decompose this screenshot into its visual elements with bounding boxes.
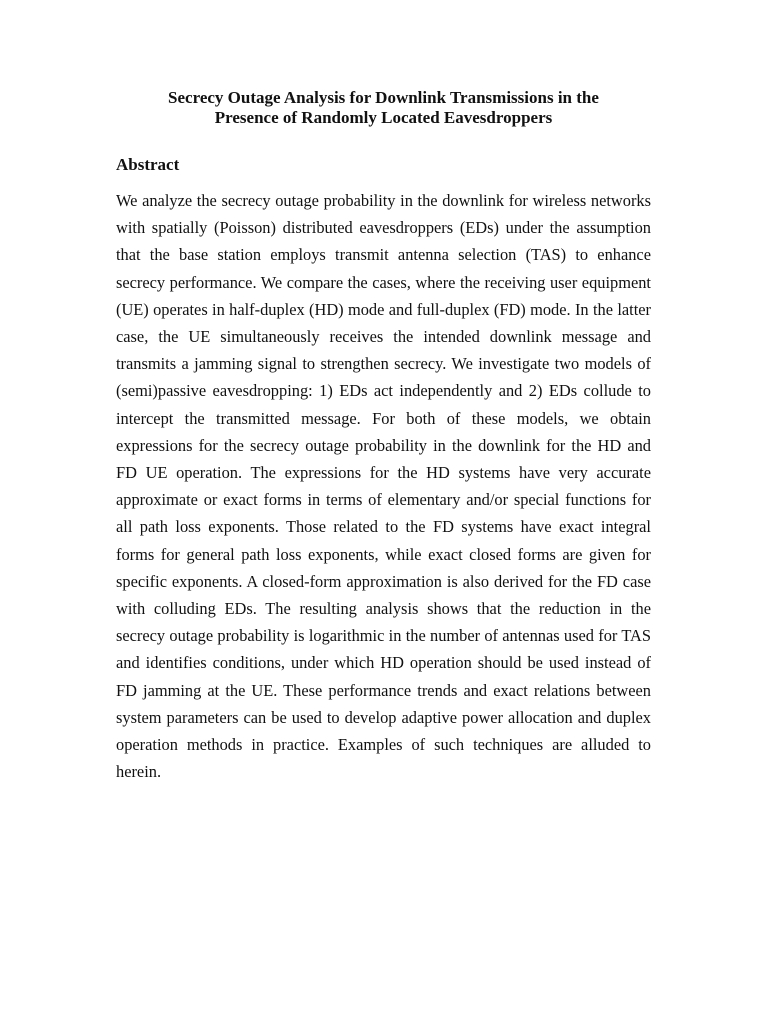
paper-title xyxy=(116,88,651,128)
abstract-paragraph: We analyze the secrecy outage probability in the downlink for wireless networks with spatially (Poisson) distributed eavesdroppers (EDs) under the assumption that the base station employs transmit antenna selection (TAS) to enhance secrecy performance. We compare the cases, where the receiving user equipment (UE) operates in half-duplex (HD) mode and full-duplex (FD) mode. In the latter case, the UE simultaneously receives the intended downlink message and transmits a jamming signal to strengthen secrecy. We investigate two models of (semi)passive eavesdropping: 1) EDs act independently and 2) EDs collude to intercept the transmitted message. For both of these models, we obtain expressions for the secrecy outage probability in the downlink for the HD and FD UE operation. The expressions for the HD systems have very accurate approximate or exact forms in terms of elementary and/or special functions for all path loss exponents. Those related to the FD systems have exact integral forms for general path loss exponents, while exact closed forms are given for specific exponents. A closed-form approximation is also derived for the FD case with colluding EDs. The resulting analysis shows that the reduction in the secrecy outage probability is logarithmic in the number of antennas used for TAS and identifies conditions, under which HD operation should be used instead of FD jamming at the UE. These performance trends and exact relations between system parameters can be used to develop adaptive power allocation and duplex operation methods in practice. Examples of such techniques are alluded to herein. xyxy=(116,191,651,782)
paper-title-line-2: Presence of Randomly Located Eavesdroppers xyxy=(214,108,553,127)
abstract-heading: Abstract xyxy=(116,155,180,174)
paper-title-line-1: Secrecy Outage Analysis for Downlink Transmissions in the xyxy=(168,88,599,107)
